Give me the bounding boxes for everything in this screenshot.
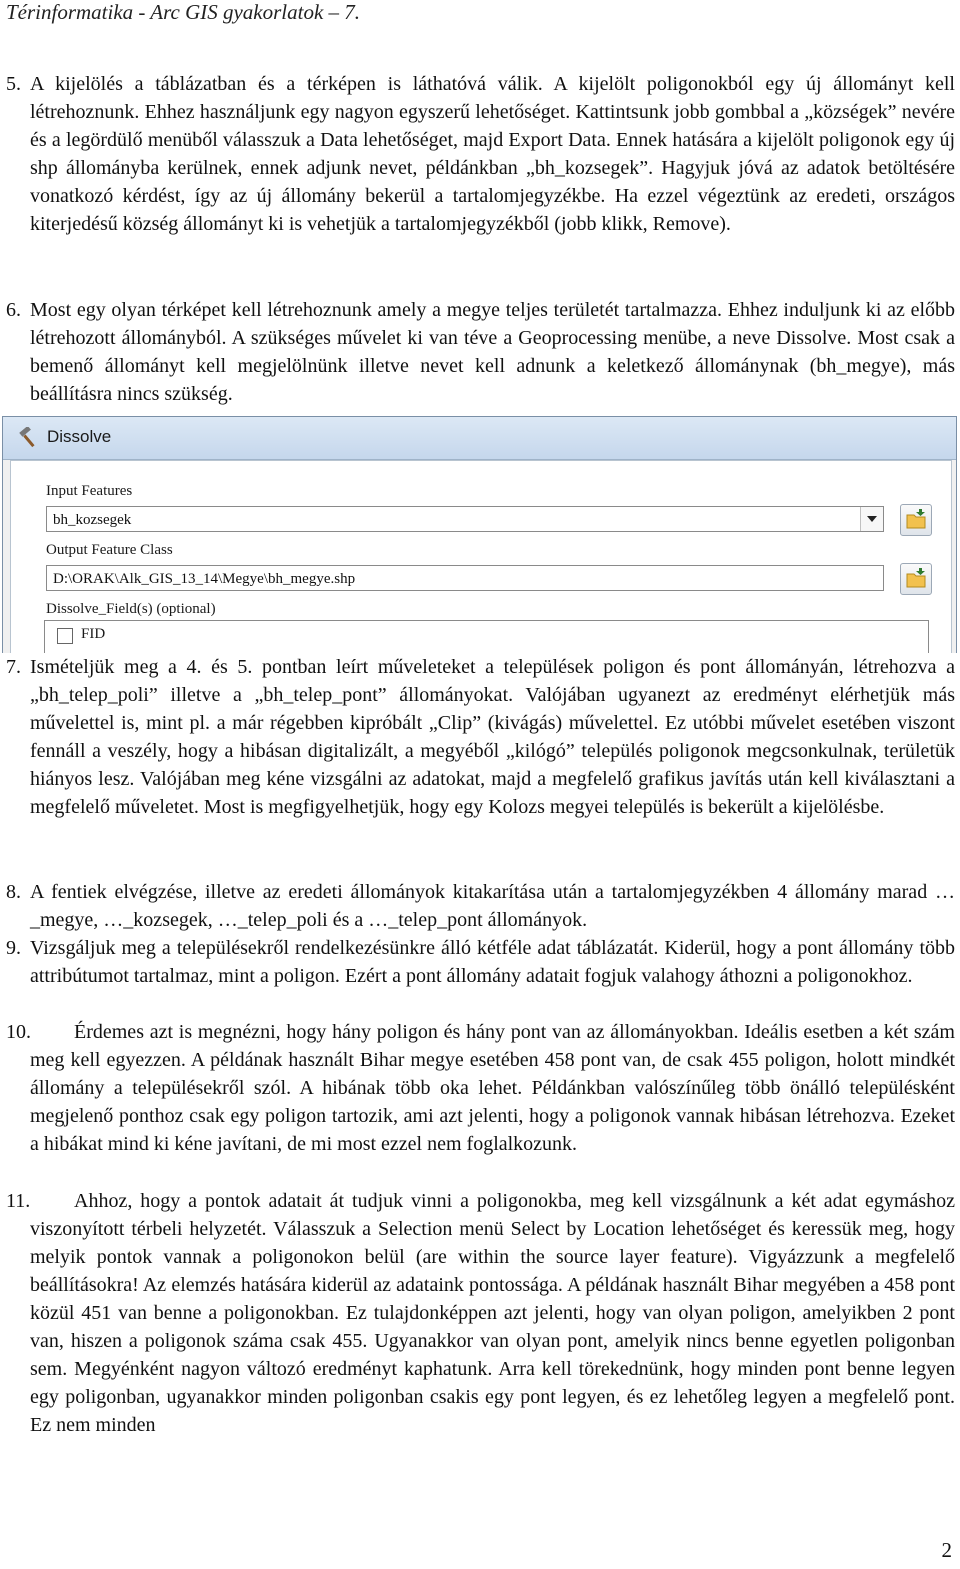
item-text: Érdemes azt is megnézni, hogy hány poligon és hány pont van az állományokban. Ideális esetben a két szám meg kell egyezzen. A példának használt Bihar megye esetében 458 pont van, de csak 455 poligon, holott mindkét állomány a településekről szól. A hibának több oka lehet. Példánkban valószínűleg több önálló településként megjelenő ponthoz csak egy poligon tartozik, ami azt jelenti, hogy a poligonok vannak hibásan létrehozva. Ezeket a hibákat mind ki kéne javítani, de mi most ezzel nem foglalkozunk. [30, 1021, 955, 1155]
list-item-10 [6, 1018, 955, 1158]
dissolve-fields-list [44, 620, 929, 653]
item-number: 5. [6, 73, 21, 95]
running-header: Térinformatika - Arc GIS gyakorlatok – 7. [6, 0, 361, 24]
browse-input-button[interactable] [900, 504, 932, 536]
fid-label: FID [81, 626, 106, 642]
item-number: 8. [6, 881, 21, 903]
item-text: Vizsgáljuk meg a településekről rendelkezésünkre álló kétféle adat táblázatát. Kiderül, hogy a pont állomány több attribútumot tartalmaz, mint a poligon. Ezért a pont állomány adatait fogjuk valahogy áthozni a poligonokhoz. [30, 937, 955, 987]
input-features-value: bh_kozsegek [53, 512, 132, 528]
dialog-titlebar [3, 417, 956, 460]
page-number: 2 [941, 1538, 952, 1562]
output-feature-class-input[interactable] [46, 565, 884, 591]
list-item-9 [6, 934, 955, 990]
list-item-11 [6, 1187, 955, 1439]
browse-output-button[interactable] [900, 563, 932, 595]
input-features-select[interactable] [46, 506, 884, 532]
item-text: Most egy olyan térképet kell létrehoznunk amely a megye teljes területét tartalmazza. Ehhez induljunk ki az előbb létrehozott állományból. A szükséges művelet ki van téve a Geoprocessing menübe, a neve Dissolve. Most csak a bemenő állományt kell megjelölnünk illetve nevet kell adnunk a keletkező állománynak (bh_megye), más beállításra nincs szükség. [30, 299, 955, 405]
item-number: 11. [6, 1190, 31, 1212]
item-number: 10. [6, 1021, 31, 1043]
chevron-down-icon[interactable] [860, 507, 883, 531]
folder-icon [901, 564, 931, 594]
hammer-icon [17, 427, 39, 449]
item-number: 7. [6, 656, 21, 678]
dialog-title: Dissolve [47, 427, 112, 446]
list-item-7 [6, 653, 955, 821]
list-item-5 [6, 70, 955, 238]
folder-icon [901, 505, 931, 535]
input-features-label: Input Features [46, 483, 133, 499]
item-text: A fentiek elvégzése, illetve az eredeti állományok kitakarítása után a tartalomjegyzékben 4 állomány marad …_megye, …_kozsegek, …_telep_poli és a …_telep_pont állományok. [30, 881, 955, 931]
list-item-8 [6, 878, 955, 934]
item-number: 6. [6, 299, 21, 321]
item-text: Ahhoz, hogy a pontok adatait át tudjuk vinni a poligonokba, meg kell vizsgálnunk a két adat egymáshoz viszonyított térbeli helyzetét. Válasszuk a Selection menü Select by Location lehetőséget és keressük meg, hogy melyik pontok vannak a poligonokon belül (are within the source layer feature). Vigyázzunk a megfelelő beállításokra! Az elemzés hatására kiderül az adataink pontossága. A példának használt Bihar megyében a 458 pont közül 451 van benne a poligonokban. Ez tulajdonképpen azt jelenti, hogy van olyan poligon, amelyikben 2 pont van, hiszen a poligonok száma csak 455. Ugyanakkor van olyan pont, amelyik nincs benne egyetlen poligonban sem. Megyénként nagyon változó eredményt kaphatunk. Arra kell törekednünk, hogy minden pont benne legyen egy poligonban, ugyanakkor minden poligonban csakis egy pont legyen, és ez lehetőleg legyen a megfelelő pont. Ez nem minden [30, 1190, 955, 1436]
fid-checkbox[interactable] [57, 628, 73, 644]
output-feature-class-label: Output Feature Class [46, 542, 173, 558]
output-feature-class-value: D:\ORAK\Alk_GIS_13_14\Megye\bh_megye.shp [53, 571, 356, 587]
item-text: Ismételjük meg a 4. és 5. pontban leírt műveleteket a települések poligon és pont állományán, létrehozva a „bh_telep_poli” illetve a „bh_telep_pont” állományokat. Valójában ugyanezt az eredményt elérhetjük más művelettel is, mint pl. a már régebben kipróbált „Clip” (kivágás) művelettel. Ez utóbbi művelet esetében viszont fennáll a veszély, hogy a hibásan digitalizált, a megyéből „kilógó” település poligonok megcsonkulnak, területük hiányos lesz. Valójában meg kéne vizsgálni az adatokat, majd a megfelelő grafikus javítás után kell kiválasztani a megfelelő műveletet. Most is megfigyelhetjük, hogy egy Kolozs megyei település is bekerült a kijelölésbe. [30, 656, 955, 818]
item-number: 9. [6, 937, 21, 959]
dissolve-fields-label: Dissolve_Field(s) (optional) [46, 601, 216, 617]
list-item-6 [6, 296, 955, 408]
item-text: A kijelölés a táblázatban és a térképen is láthatóvá válik. A kijelölt poligonokból egy új állományt kell létrehoznunk. Ehhez használjunk egy nagyon egyszerű lehetőséget. Kattintsunk jobb gombbal a „községek” nevére és a legördülő menüből válasszuk a Data lehetőséget, majd Export Data. Ennek hatására a kijelölt poligonok egy új shp állományba kerülnek, ennek adjunk nevet, példánkban „bh_kozsegek”. Hagyjuk jóvá az adatok betöltésére vonatkozó kérdést, így az új állomány bekerül a tartalomjegyzékbe. Ha ezzel végeztünk az eredeti, országos kiterjedésű község állományt ki is vehetjük a tartalomjegyzékből (jobb klikk, Remove). [30, 73, 955, 235]
